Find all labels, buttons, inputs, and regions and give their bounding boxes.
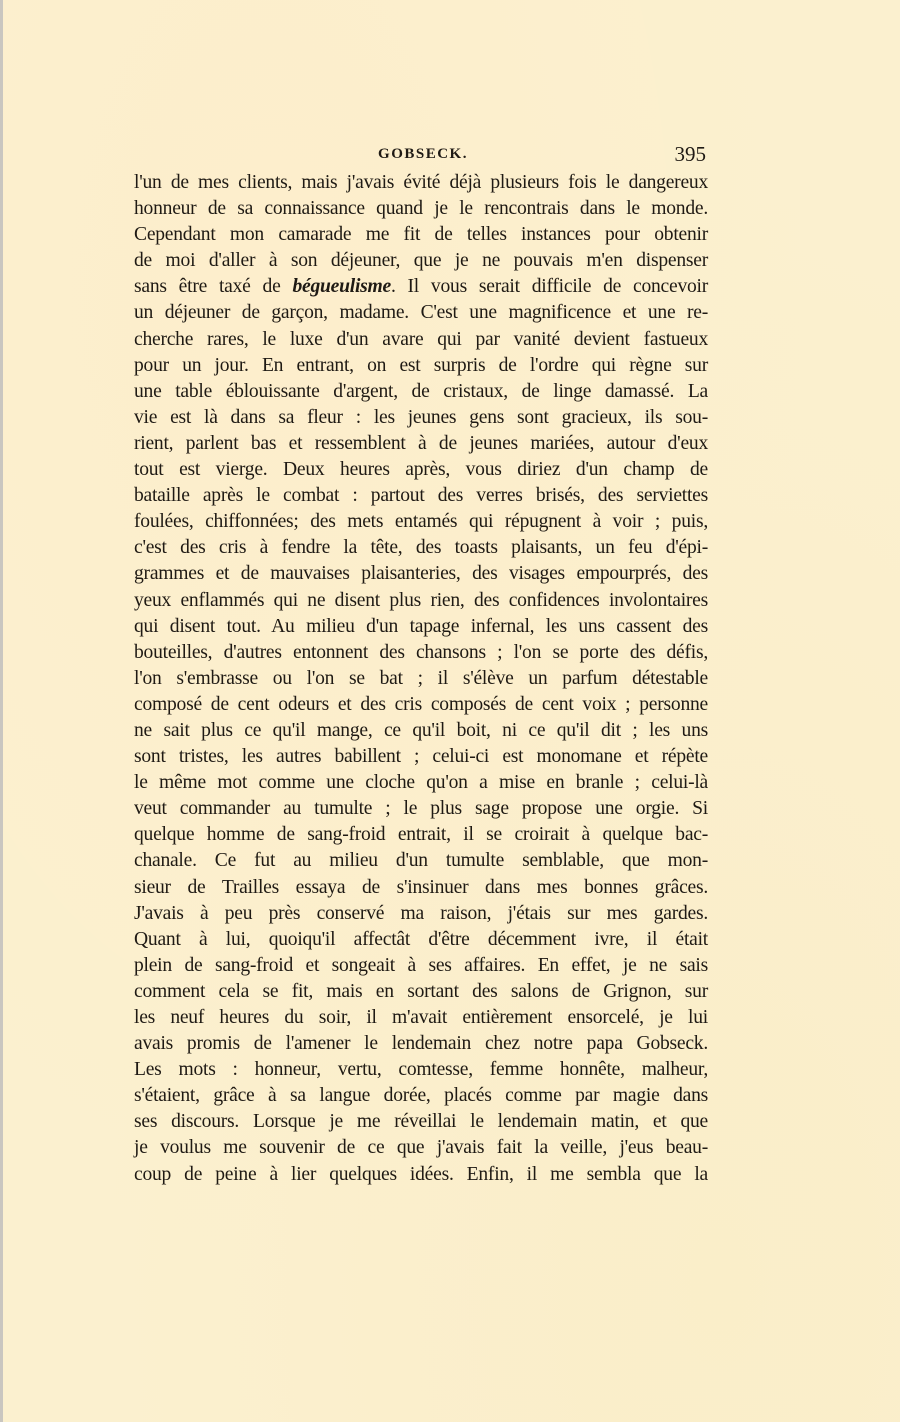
text-line: composé de cent odeurs et des cris composés de cent voix ; personne (134, 693, 708, 715)
text-line: foulées, chiffonnées; des mets entamés qui répugnent à voir ; puis, (134, 511, 708, 533)
text-line: ne sait plus ce qu'il mange, ce qu'il boit, ni ce qu'il dit ; les uns (134, 719, 708, 741)
text-line: rient, parlent bas et ressemblent à de jeunes mariées, autour d'eux (134, 432, 708, 454)
text-line: plein de sang-froid et songeait à ses affaires. En effet, je ne sais (134, 954, 708, 976)
text-line: vie est là dans sa fleur : les jeunes gens sont gracieux, ils sou- (134, 406, 708, 428)
text-line: grammes et de mauvaises plaisanteries, des visages empourprés, des (134, 563, 708, 585)
text-line: l'un de mes clients, mais j'avais évité déjà plusieurs fois le dangereux (134, 172, 708, 193)
text-line: sont tristes, les autres babillent ; celui-ci est monomane et répète (134, 746, 708, 768)
running-title: GOBSECK. (378, 146, 468, 162)
text-line: chanale. Ce fut au milieu d'un tumulte semblable, que mon- (134, 850, 708, 872)
text-line: avais promis de l'amener le lendemain chez notre papa Gobseck. (134, 1033, 708, 1055)
text-line: coup de peine à lier quelques idées. Enfin, il me sembla que la (134, 1163, 708, 1185)
text-line: veut commander au tumulte ; le plus sage propose une orgie. Si (134, 798, 708, 820)
text-line: quelque homme de sang-froid entrait, il se croirait à quelque bac- (134, 824, 708, 846)
text-line: un déjeuner de garçon, madame. C'est une magnificence et une re- (134, 302, 708, 324)
text-line: bataille après le combat : partout des verres brisés, des serviettes (134, 485, 708, 507)
text-line: une table éblouissante d'argent, de cristaux, de linge damassé. La (134, 380, 708, 402)
text-line: le même mot comme une cloche qu'on a mise en branle ; celui-là (134, 772, 708, 794)
text-line: sans être taxé de bégueulisme. Il vous serait difficile de concevoir (134, 276, 709, 298)
text-line: bouteilles, d'autres entonnent des chansons ; l'on se porte des défis, (134, 641, 708, 663)
text-line: sieur de Trailles essaya de s'insinuer dans mes bonnes grâces. (134, 876, 708, 898)
scan-edge (0, 0, 3, 1422)
text-line: J'avais à peu près conservé ma raison, j'étais sur mes gardes. (134, 902, 708, 924)
text-line: c'est des cris à fendre la tête, des toasts plaisants, un feu d'épi- (134, 537, 708, 559)
text-line: tout est vierge. Deux heures après, vous diriez d'un champ de (134, 459, 708, 481)
text-line: Quant à lui, quoiqu'il affectât d'être décemment ivre, il était (134, 928, 708, 950)
text-line: l'on s'embrasse ou l'on se bat ; il s'élève un parfum détestable (134, 667, 708, 689)
text-line: les neuf heures du soir, il m'avait entièrement ensorcelé, je lui (134, 1007, 708, 1028)
page-number: 395 (674, 142, 706, 166)
text-line: je voulus me souvenir de ce que j'avais fait la veille, j'eus beau- (134, 1137, 708, 1159)
running-head (134, 142, 708, 168)
italic-term: bégueulisme (292, 276, 391, 298)
text-line: Cependant mon camarade me fit de telles instances pour obtenir (134, 224, 708, 246)
text-line: Les mots : honneur, vertu, comtesse, femme honnête, malheur, (134, 1059, 708, 1081)
text-line: honneur de sa connaissance quand je le rencontrais dans le monde. (134, 198, 708, 220)
body-text (134, 170, 708, 1188)
text-line: pour un jour. En entrant, on est surpris de l'ordre qui règne sur (134, 354, 708, 376)
text-line: s'étaient, grâce à sa langue dorée, placés comme par magie dans (134, 1085, 708, 1107)
text-line: comment cela se fit, mais en sortant des salons de Grignon, sur (134, 980, 708, 1002)
text-line: cherche rares, le luxe d'un avare qui par vanité devient fastueux (134, 328, 708, 350)
text-line: yeux enflammés qui ne disent plus rien, des confidences involontaires (134, 589, 708, 611)
text-line: de moi d'aller à son déjeuner, que je ne pouvais m'en dispenser (134, 250, 708, 272)
text-line: qui disent tout. Au milieu d'un tapage infernal, les uns cassent des (134, 615, 708, 637)
text-line: ses discours. Lorsque je me réveillai le lendemain matin, et que (134, 1111, 708, 1133)
